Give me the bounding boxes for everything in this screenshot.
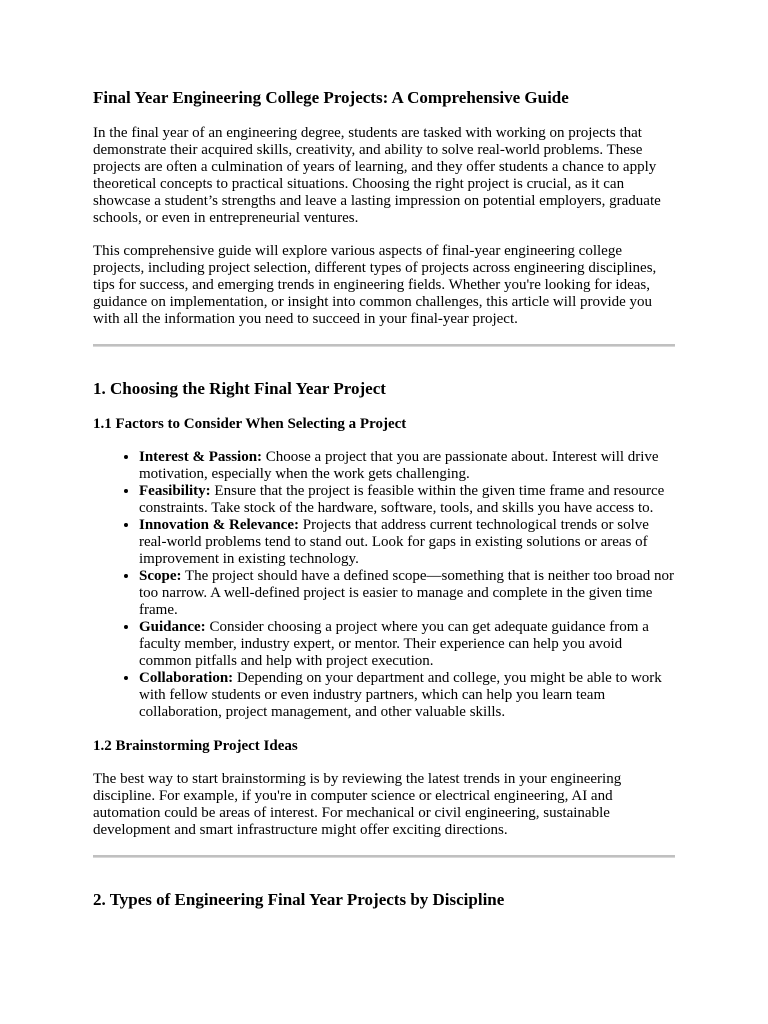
list-item bbox=[139, 568, 675, 619]
list-item-text: Ensure that the project is feasible within the given time frame and resource constraints. Take stock of the hardware, software, tools, and skills you have access to. bbox=[139, 483, 665, 516]
section-2-heading: 2. Types of Engineering Final Year Projects by Discipline bbox=[93, 890, 505, 909]
intro-paragraph-1: In the final year of an engineering degree, students are tasked with working on projects that demonstrate their acquired skills, creativity, and ability to solve real-world problems. These projects are often a culmination of years of learning, and they offer students a chance to apply theoretical concepts to practical situations. Choosing the right project is crucial, as it can showcase a student’s strengths and leave a lasting impression on potential employers, graduate schools, or even in entrepreneurial ventures. bbox=[93, 125, 661, 226]
list-item bbox=[139, 449, 675, 483]
list-item bbox=[139, 670, 675, 721]
list-item-term: Interest & Passion: bbox=[139, 449, 263, 465]
list-item bbox=[139, 483, 675, 517]
section-divider bbox=[93, 344, 675, 347]
list-item bbox=[139, 517, 675, 568]
intro-paragraph-2: This comprehensive guide will explore various aspects of final-year engineering college projects, including project selection, different types of projects across engineering disciplines, tips for success, and emerging trends in engineering fields. Whether you're looking for ideas, guidance on implementation, or insight into common challenges, this article will provide you with all the information you need to succeed in your final-year project. bbox=[93, 243, 657, 327]
list-item-term: Scope: bbox=[139, 568, 182, 584]
page-title: Final Year Engineering College Projects: A Comprehensive Guide bbox=[93, 88, 569, 107]
section-divider bbox=[93, 855, 675, 858]
list-item bbox=[139, 619, 675, 670]
section-1-heading: 1. Choosing the Right Final Year Project bbox=[93, 379, 386, 398]
subsection-1-2-heading: 1.2 Brainstorming Project Ideas bbox=[93, 738, 298, 754]
subsection-1-1-heading: 1.1 Factors to Consider When Selecting a Project bbox=[93, 416, 407, 432]
list-item-term: Guidance: bbox=[139, 619, 206, 635]
list-item-text: Depending on your department and college, you might be able to work with fellow students or even industry partners, which can help you learn team collaboration, project management, and other valuable skills. bbox=[139, 670, 662, 720]
brainstorming-paragraph: The best way to start brainstorming is by reviewing the latest trends in your engineering discipline. For example, if you're in computer science or electrical engineering, AI and automation could be areas of interest. For mechanical or civil engineering, sustainable development and smart infrastructure might offer exciting directions. bbox=[93, 771, 622, 838]
list-item-term: Innovation & Relevance: bbox=[139, 517, 299, 533]
factors-list bbox=[93, 449, 675, 721]
list-item-text: Choose a project that you are passionate about. Interest will drive motivation, especially when the work gets challenging. bbox=[139, 449, 659, 482]
list-item-term: Collaboration: bbox=[139, 670, 234, 686]
list-item-text: Projects that address current technological trends or solve real-world problems tend to stand out. Look for gaps in existing solutions or areas of improvement in existing technology. bbox=[139, 517, 649, 567]
list-item-text: The project should have a defined scope—something that is neither too broad nor too narrow. A well-defined project is easier to manage and complete in the given time frame. bbox=[139, 568, 675, 618]
list-item-text: Consider choosing a project where you can get adequate guidance from a faculty member, industry expert, or mentor. Their experience can help you avoid common pitfalls and help with project execution. bbox=[139, 619, 649, 669]
list-item-term: Feasibility: bbox=[139, 483, 211, 499]
